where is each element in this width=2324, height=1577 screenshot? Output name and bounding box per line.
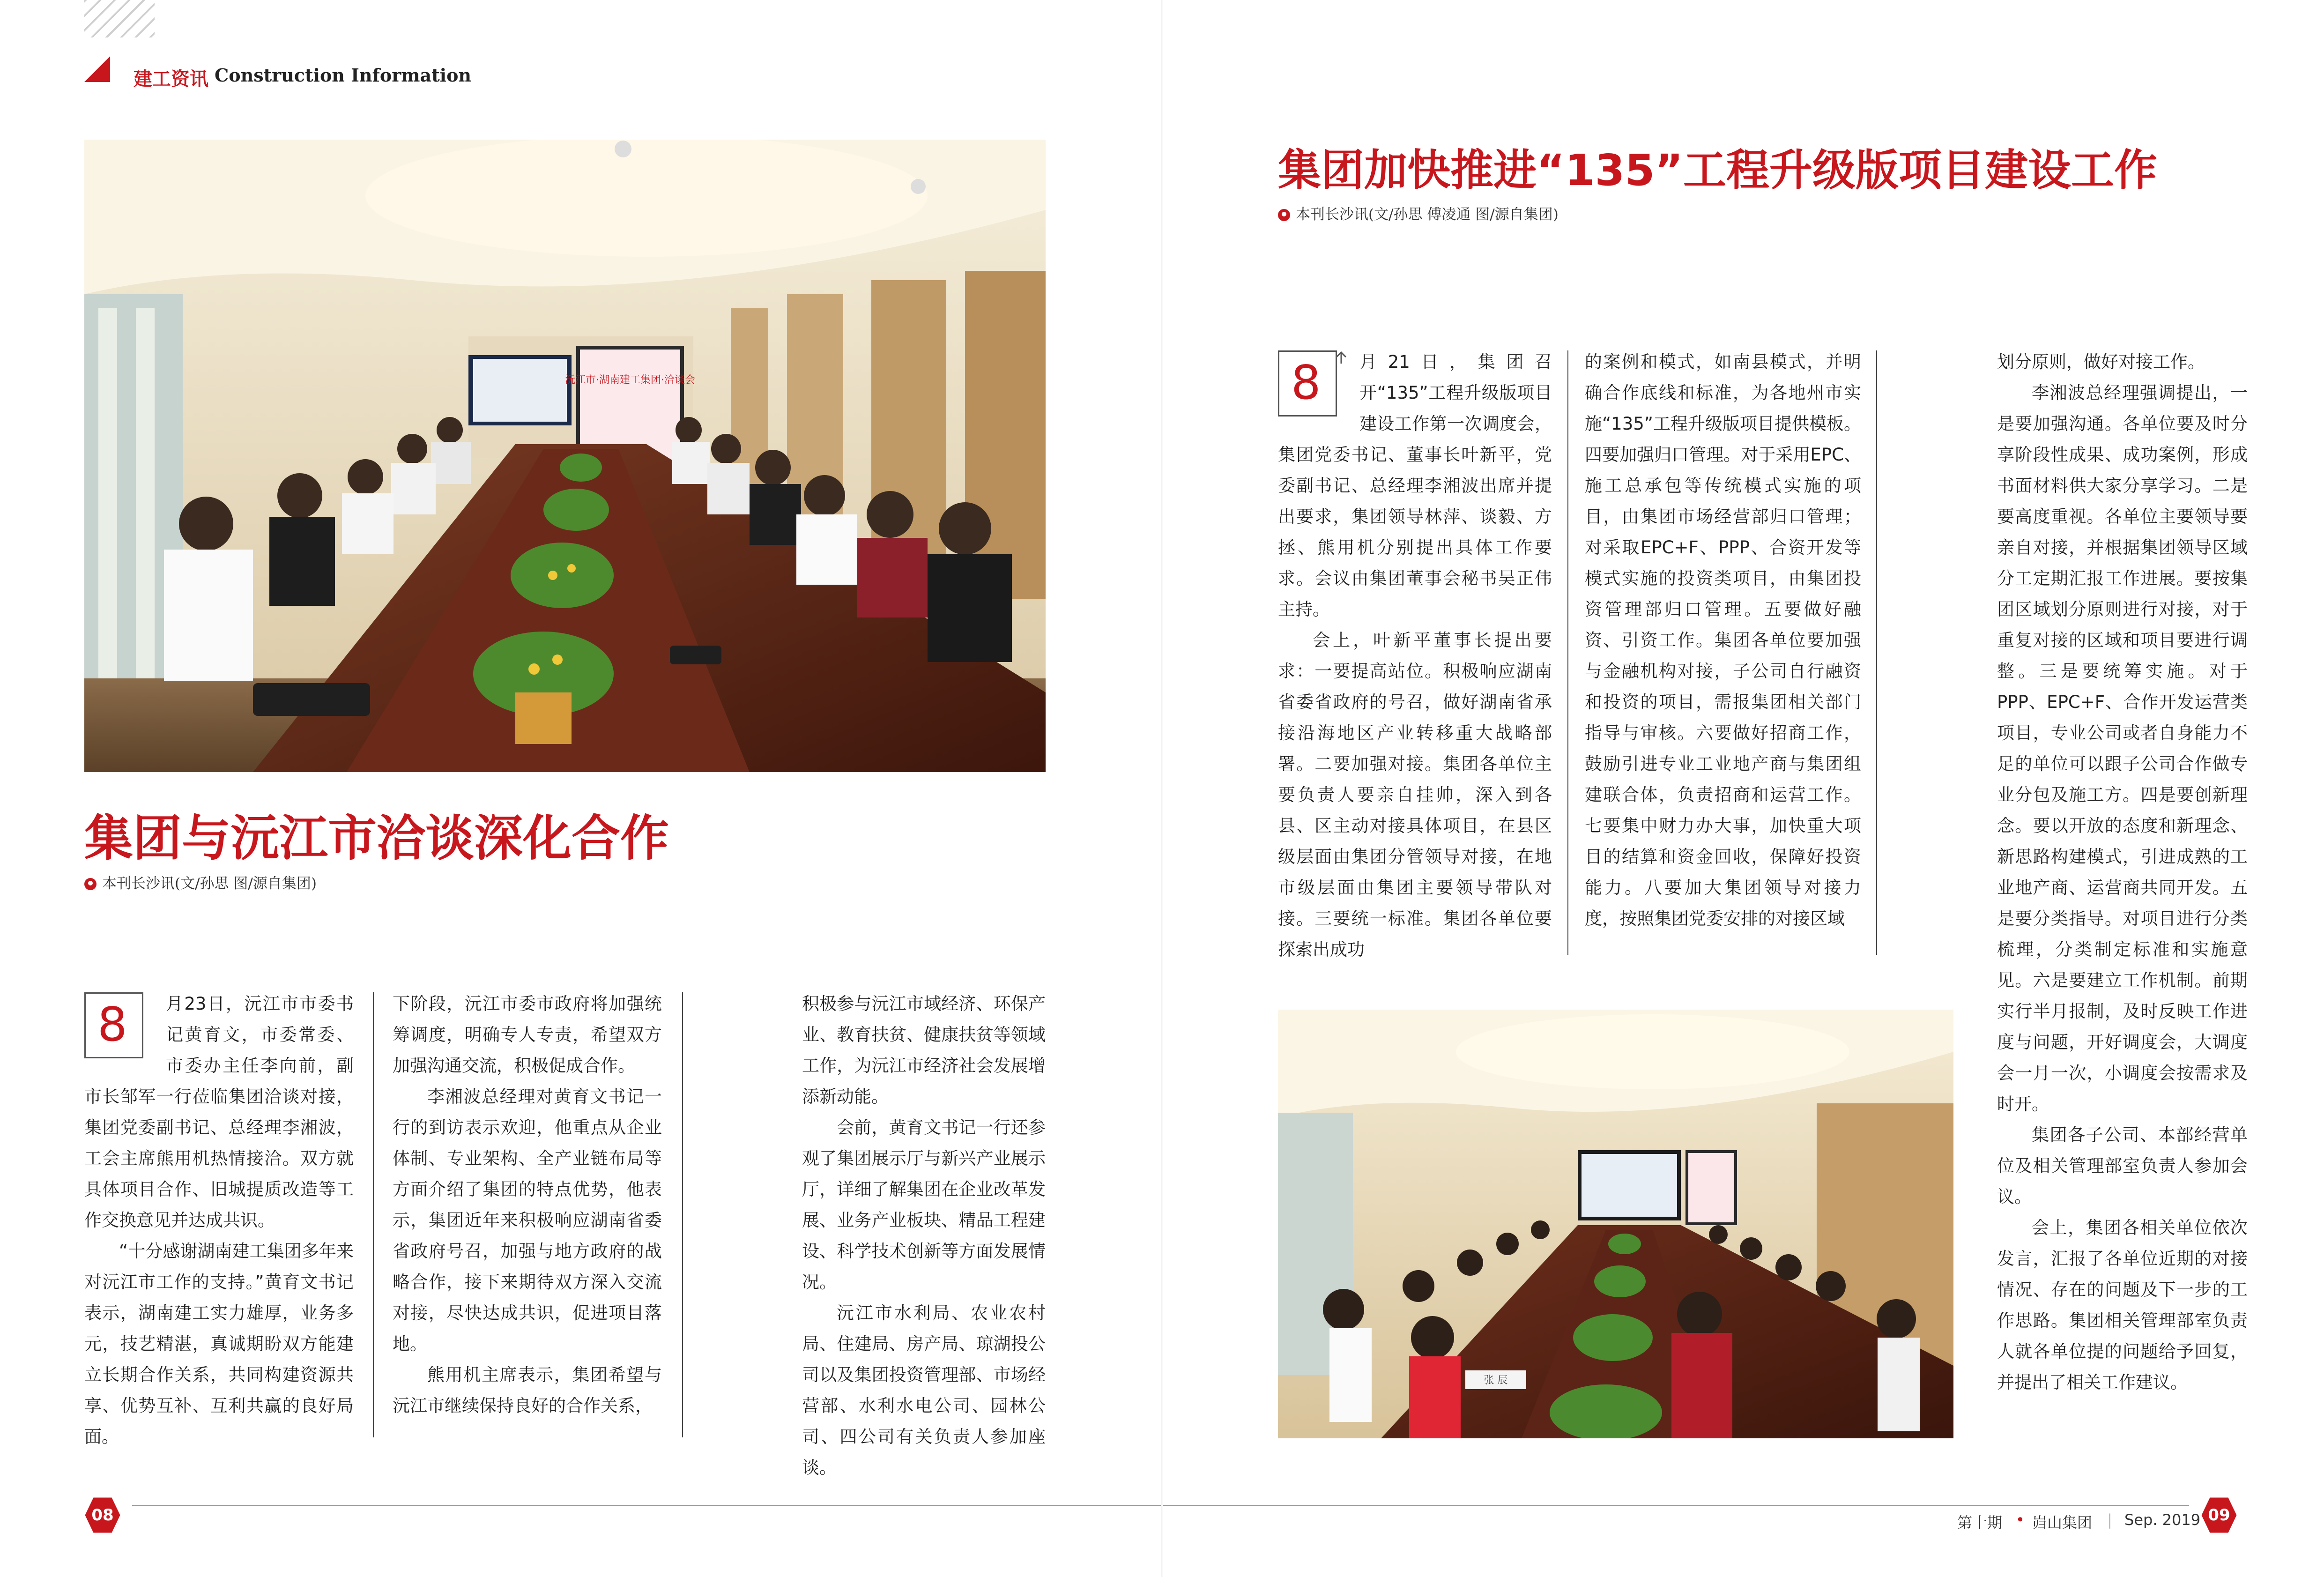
footer-issue: 第十期	[1957, 1514, 2003, 1532]
dropcap-digit: 8	[97, 997, 127, 1052]
paragraph: 月21日，集团召开“135”工程升级版项目建设工作第一次调度会，集团党委书记、董事长叶新平，党委副书记、总经理李湘波出席并提出要求，集团领导林萍、谈毅、方拯、熊用机分别提出具体工作要求。会议由集团董事会秘书吴正伟主持。	[1278, 352, 1552, 619]
footer-date: Sep. 2019	[2124, 1511, 2201, 1529]
right-column-3	[1997, 347, 2248, 1398]
meeting-photo-bottom	[1278, 1010, 1953, 1438]
right-column-2	[1585, 347, 1861, 934]
paragraph: 会上，叶新平董事长提出要求：一要提高站位。积极响应湖南省委省政府的号召，做好湖南省承接沿海地区产业转移重大战略部署。二要加强对接。集团各单位主要负责人要亲自挂帅，深入到各县、区主动对接具体项目，在县区级层面由集团分管领导对接，在地市级层面由集团主要领导带队对接。三要统一标准。集团各单位要探索出成功	[1278, 630, 1552, 960]
meeting-photo-top	[84, 140, 1046, 772]
byline-text-right: 本刊长沙讯(文/孙思 傅凌通 图/源自集团)	[1296, 206, 1559, 223]
paragraph: 积极参与沅江市域经济、环保产业、教育扶贫、健康扶贫等领域工作，为沅江市经济社会发展增添新动能。	[802, 994, 1046, 1107]
header-red-triangle	[84, 56, 110, 82]
paragraph: 月23日，沅江市市委书记黄育文，市委常委、市委办主任李向前，副市长邹军一行莅临集团洽谈对接，集团党委副书记、总经理李湘波，工会主席熊用机热情接洽。双方就具体项目合作、旧城提质改造等工作交换意见并达成共识。	[84, 994, 354, 1230]
column-rule	[1567, 350, 1568, 955]
paragraph: 李湘波总经理强调提出，一是要加强沟通。各单位要及时分享阶段性成果、成功案例，形成书面材料供大家分享学习。二是要高度重视。各单位主要领导要亲自对接，并根据集团领导区域分工定期汇报工作进展。要按集团区域划分原则进行对接，对于重复对接的区域和项目要进行调整。三是要统筹实施。对于PPP、EPC+F、合作开发运营类项目，专业公司或者自身能力不足的单位可以跟子公司合作做专业分包及施工方。四是要创新理念。要以开放的态度和新理念、新思路构建模式，引进成熟的工业地产商、运营商共同开发。五是要分类指导。对项目进行分类梳理，分类制定标准和实施意见。六是要建立工作机制。前期实行半月报制，及时反映工作进度与问题，开好调度会，大调度会一月一次，小调度会按需求及时开。	[1997, 383, 2248, 1114]
dropcap-left	[84, 992, 155, 1063]
column-rule	[682, 992, 683, 1437]
dropcap-digit: 8	[1291, 355, 1321, 410]
column-rule	[373, 992, 374, 1437]
section-title: 建工资讯	[134, 68, 208, 90]
header-hatch-decoration	[84, 0, 155, 37]
footer-rule	[132, 1505, 1161, 1506]
article-headline-left: 集团与沅江市洽谈深化合作	[84, 810, 669, 867]
footer-dot: •	[2016, 1511, 2025, 1529]
paragraph: 下阶段，沅江市委市政府将加强统筹调度，明确专人专责，希望双方加强沟通交流，积极促成合作。	[393, 994, 662, 1076]
paragraph: 的案例和模式，如南县模式，并明确合作底线和标准，为各地州市实施“135”工程升级版项目提供模板。四要加强归口管理。对于采用EPC、施工总承包等传统模式实施的项目，由集团市场经营部归口管理；对采取EPC+F、PPP、合资开发等模式实施的投资类项目，由集团投资管理部归口管理。五要做好融资、引资工作。集团各单位要加强与金融机构对接，子公司自行融资和投资的项目，需报集团相关部门指导与审核。六要做好招商工作，鼓励引进专业工业地产商与集团组建联合体，负责招商和运营工作。七要集中财力办大事，加快重大项目的结算和资金回收，保障好投资能力。八要加大集团领导对接力度，按照集团党委安排的对接区域	[1585, 352, 1861, 929]
arrow-up-icon	[1334, 350, 1348, 364]
article-headline-right: 集团加快推进“135”工程升级版项目建设工作	[1278, 145, 2157, 195]
paragraph: 熊用机主席表示，集团希望与沅江市继续保持良好的合作关系，	[393, 1365, 662, 1416]
left-page	[0, 0, 1161, 1577]
page-number-left	[84, 1497, 121, 1533]
location-pin-icon	[1278, 209, 1290, 221]
paragraph: 会前，黄育文书记一行还参观了集团展示厅与新兴产业展示厅，详细了解集团在企业改革发展、业务产业板块、精品工程建设、科学技术创新等方面发展情况。	[802, 1117, 1046, 1292]
paragraph: 集团各子公司、本部经营单位及相关管理部室负责人参加会议。	[1997, 1125, 2248, 1207]
paragraph: “十分感谢湖南建工集团多年来对沅江市工作的支持。”黄育文书记表示，湖南建工实力雄厚，业务多元，技艺精湛，真诚期盼双方能建立长期合作关系，共同构建资源共享、优势互补、互利共赢的良好局面。	[84, 1241, 354, 1447]
paragraph: 沅江市水利局、农业农村局、住建局、房产局、琼湖投公司以及集团投资管理部、市场经营部、水利水电公司、园林公司、四公司有关负责人参加座谈。	[802, 1303, 1046, 1478]
byline-right	[1278, 202, 1559, 223]
section-title-en: Construction Information	[215, 65, 472, 86]
dropcap-right	[1278, 350, 1348, 421]
byline-text-left: 本刊长沙讯(文/孙思 图/源自集团)	[102, 875, 317, 892]
right-page	[1163, 0, 2324, 1577]
right-column-1	[1278, 347, 1552, 965]
paragraph: 李湘波总经理对黄育文书记一行的到访表示欢迎，他重点从企业体制、专业架构、全产业链布局等方面介绍了集团的特点优势，他表示，集团近年来积极响应湖南省委省政府号召，加强与地方政府的战略合作，接下来期待双方深入交流对接，尽快达成共识，促进项目落地。	[393, 1086, 662, 1354]
left-column-1	[84, 989, 354, 1452]
footer-brand: 岿山集团	[2032, 1514, 2093, 1532]
footer-separator: |	[2107, 1511, 2112, 1529]
left-column-3	[802, 989, 1046, 1483]
byline-left	[84, 871, 317, 893]
location-pin-icon	[84, 878, 97, 890]
footer-rule	[1163, 1505, 2189, 1506]
page-number-text: 08	[91, 1506, 114, 1525]
left-column-2	[393, 989, 662, 1421]
column-rule	[1876, 350, 1877, 955]
page-number-text: 09	[2208, 1506, 2230, 1525]
paragraph: 会上，集团各相关单位依次发言，汇报了各单位近期的对接情况、存在的问题及下一步的工作思路。集团相关管理部室负责人就各单位提的问题给予回复，并提出了相关工作建议。	[1997, 1218, 2248, 1392]
screen-text: 沅江市·湖南建工集团·洽谈会	[565, 374, 695, 386]
paragraph: 划分原则，做好对接工作。	[1997, 352, 2205, 372]
nameplate-text: 张 辰	[1484, 1375, 1508, 1386]
page-number-right	[2201, 1497, 2237, 1533]
